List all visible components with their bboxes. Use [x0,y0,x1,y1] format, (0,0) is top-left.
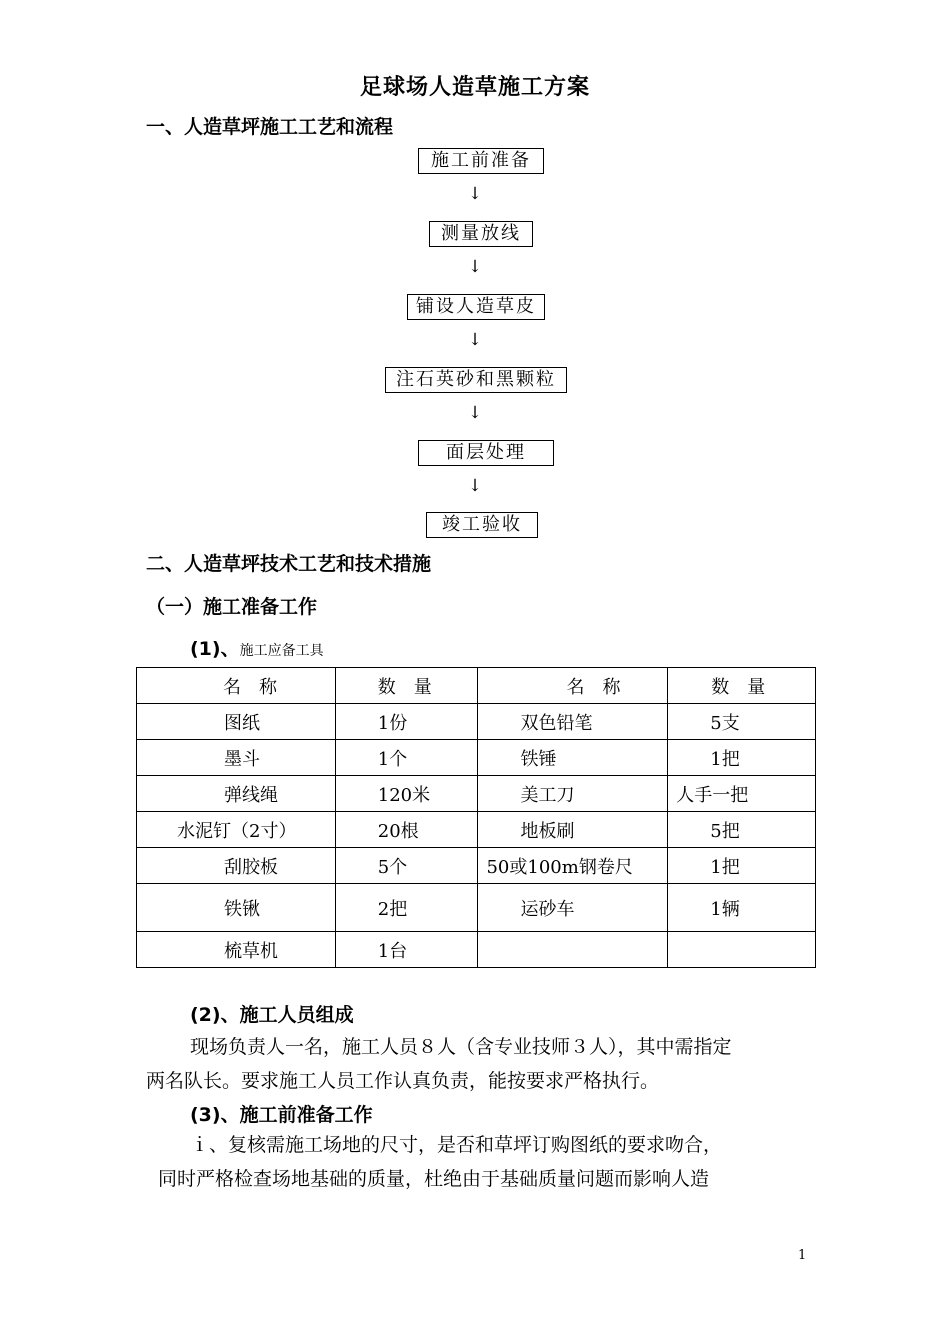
item2-paragraph-line2: 两名队长。要求施工人员工作认真负责，能按要求严格执行。 [146,1070,660,1092]
flow-arrow-icon: ↓ [467,257,483,277]
tool-quantity: 120米 [335,776,478,812]
item3-paragraph-line2: 同时严格检查场地基础的质量，杜绝由于基础质量问题而影响人造 [158,1168,710,1190]
tool-quantity: 5支 [668,704,816,740]
tool-name: 地板刷 [478,812,668,848]
tool-name: 图纸 [137,704,336,740]
flow-arrow-icon: ↓ [467,403,483,423]
tool-quantity: 2把 [335,884,478,932]
header-name: 名 称 [478,668,668,704]
table-row [137,812,816,848]
tool-quantity: 1个 [335,740,478,776]
tool-quantity: 5个 [335,848,478,884]
item1-heading [190,634,324,661]
flow-arrow-icon: ↓ [467,476,483,496]
tool-quantity: 1把 [668,848,816,884]
tool-name: 双色铅笔 [478,704,668,740]
table-row [137,884,816,932]
tool-name: 刮胶板 [137,848,336,884]
tool-name: 弹线绳 [137,776,336,812]
page-number: 1 [798,1248,807,1263]
tool-name: 铁锤 [478,740,668,776]
table-row [137,848,816,884]
table-row [137,740,816,776]
item1-label: 施工应备工具 [239,643,324,659]
item3-paragraph-line1: ｉ、复核需施工场地的尺寸，是否和草坪订购图纸的要求吻合， [190,1134,723,1156]
table-header-row [137,668,816,704]
flow-arrow-icon: ↓ [467,184,483,204]
tool-name: 水泥钉（2寸） [137,812,336,848]
tool-name [478,932,668,968]
tool-quantity: 5把 [668,812,816,848]
item1-prefix: (1)、 [190,638,240,660]
table-row [137,704,816,740]
tool-quantity: 1把 [668,740,816,776]
tool-quantity: 1辆 [668,884,816,932]
flow-step-acceptance: 竣工验收 [426,512,538,538]
header-quantity: 数 量 [668,668,816,704]
tool-quantity: 人手一把 [668,776,816,812]
table-row [137,776,816,812]
tool-quantity: 1台 [335,932,478,968]
section2-heading: 二、人造草坪技术工艺和技术措施 [146,553,432,575]
tool-quantity: 20根 [335,812,478,848]
tool-quantity: 1份 [335,704,478,740]
tool-name: 梳草机 [137,932,336,968]
item3-heading: (3)、施工前准备工作 [190,1104,373,1126]
flow-step-lay-turf: 铺设人造草皮 [407,294,545,320]
tool-name: 美工刀 [478,776,668,812]
flow-step-sand-granules: 注石英砂和黑颗粒 [385,367,567,393]
flow-arrow-icon: ↓ [467,330,483,350]
table-row [137,932,816,968]
subsection-heading: （一）施工准备工作 [146,596,318,618]
tools-table [136,667,816,968]
item2-paragraph-line1: 现场负责人一名，施工人员８人（含专业技师３人），其中需指定 [190,1036,732,1058]
header-name: 名 称 [137,668,336,704]
header-quantity: 数 量 [335,668,478,704]
flow-step-surface: 面层处理 [418,440,554,466]
flow-step-prepare: 施工前准备 [418,148,544,174]
tool-name: 墨斗 [137,740,336,776]
document-title: 足球场人造草施工方案 [359,75,590,100]
tool-name: 运砂车 [478,884,668,932]
tool-quantity [668,932,816,968]
section1-heading: 一、人造草坪施工工艺和流程 [146,116,394,138]
flow-step-survey: 测量放线 [429,221,533,247]
item2-heading: (2)、施工人员组成 [190,1004,354,1026]
tool-name: 铁锹 [137,884,336,932]
tool-name: 50或100m钢卷尺 [478,848,668,884]
